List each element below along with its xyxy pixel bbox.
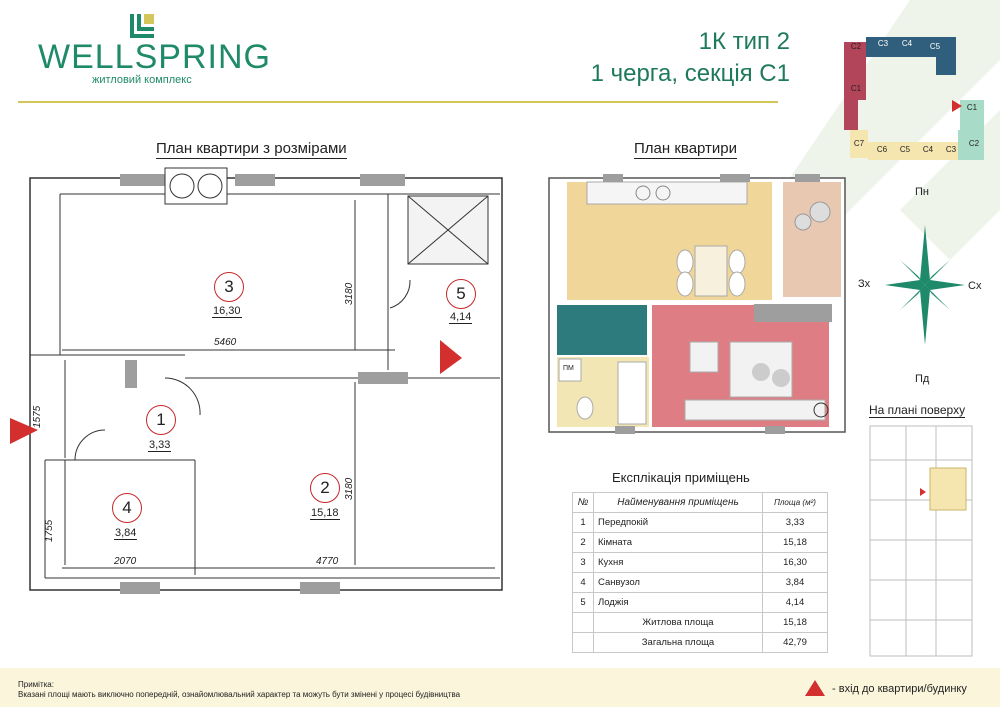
note-text: Вказані площі мають виключно попередній, ознайомлювальний характер та можуть бути змінені у процесі будівництва xyxy=(18,690,461,699)
row-num: 5 xyxy=(573,593,594,613)
row-num: 4 xyxy=(573,573,594,593)
total-area: 42,79 xyxy=(763,633,828,653)
apartment-location: 1 черга, секція С1 xyxy=(590,60,790,87)
dimension-label: 3180 xyxy=(344,282,355,305)
section-label: С6 xyxy=(876,145,888,154)
section-label: С2 xyxy=(968,139,980,148)
logo-mark xyxy=(130,14,158,40)
table-row xyxy=(573,553,828,573)
brand-name: WELLSPRING xyxy=(38,38,271,76)
dimension-floor-plan xyxy=(0,160,540,600)
section-label: С1 xyxy=(966,103,978,112)
entrance-legend-icon xyxy=(804,678,826,698)
col-area: Площа (м²) xyxy=(763,493,828,513)
row-area: 15,18 xyxy=(763,533,828,553)
room-number: 3 xyxy=(214,272,244,302)
col-name: Найменування приміщень xyxy=(594,493,763,513)
dimension-label: 1755 xyxy=(44,519,55,542)
table-row-living xyxy=(573,613,828,633)
table-row xyxy=(573,593,828,613)
compass-west: Зх xyxy=(858,278,871,290)
room-number: 1 xyxy=(146,405,176,435)
table-header xyxy=(573,493,828,513)
compass-south: Пд xyxy=(915,373,930,385)
row-num: 2 xyxy=(573,533,594,553)
row-area: 4,14 xyxy=(763,593,828,613)
dimension-label: 4770 xyxy=(316,556,339,567)
row-name: Санвузол xyxy=(594,573,763,593)
compass-east: Сх xyxy=(968,280,982,292)
living-area: 15,18 xyxy=(763,613,828,633)
room-area: 3,84 xyxy=(115,527,137,539)
dimension-label: 5460 xyxy=(214,337,237,348)
section-label: С7 xyxy=(853,139,865,148)
section-label: С1 xyxy=(850,84,862,93)
plan-heading: План квартири xyxy=(634,140,738,157)
room-number: 4 xyxy=(112,493,142,523)
apartment-type: 1К тип 2 xyxy=(698,28,790,55)
dimension-label: 3180 xyxy=(344,477,355,500)
total-label: Загальна площа xyxy=(594,633,763,653)
floor-plan-thumbnail xyxy=(866,420,976,660)
row-num: 3 xyxy=(573,553,594,573)
section-label: С3 xyxy=(945,145,957,154)
compass-north: Пн xyxy=(915,186,929,198)
row-name: Кімната xyxy=(594,533,763,553)
dimension-label: 1575 xyxy=(32,405,43,428)
section-label: С5 xyxy=(929,42,941,51)
dim-plan-heading: План квартири з розмірами xyxy=(156,140,347,157)
dimension-label: 2070 xyxy=(114,556,137,567)
row-name: Передпокій xyxy=(594,513,763,533)
living-label: Житлова площа xyxy=(594,613,763,633)
brand-subtitle: житловий комплекс xyxy=(92,74,192,86)
note-title: Примітка: xyxy=(18,680,54,689)
section-label: С4 xyxy=(901,39,913,48)
explication-table xyxy=(572,492,828,653)
table-row xyxy=(573,533,828,553)
floor-plan-heading: На плані поверху xyxy=(869,403,966,417)
explication-heading: Експлікація приміщень xyxy=(612,470,750,485)
row-area: 3,84 xyxy=(763,573,828,593)
row-name: Лоджія xyxy=(594,593,763,613)
room-area: 4,14 xyxy=(450,311,472,323)
col-num: № xyxy=(573,493,594,513)
row-area: 3,33 xyxy=(763,513,828,533)
room-area: 16,30 xyxy=(213,305,241,317)
section-label: С5 xyxy=(899,145,911,154)
row-area: 16,30 xyxy=(763,553,828,573)
section-label: С2 xyxy=(850,42,862,51)
table-row xyxy=(573,573,828,593)
color-floor-plan xyxy=(545,172,850,434)
table-row-total xyxy=(573,633,828,653)
room-area: 3,33 xyxy=(149,439,171,451)
room-number: 2 xyxy=(310,473,340,503)
room-number: 5 xyxy=(446,279,476,309)
section-label: С4 xyxy=(922,145,934,154)
row-num: 1 xyxy=(573,513,594,533)
room-area: 15,18 xyxy=(311,507,339,519)
table-row xyxy=(573,513,828,533)
closet-label: ПМ xyxy=(563,365,574,372)
section-label: С3 xyxy=(877,39,889,48)
row-name: Кухня xyxy=(594,553,763,573)
compass-rose xyxy=(880,200,970,370)
header-divider xyxy=(18,101,778,103)
legend-text: - вхід до квартири/будинку xyxy=(832,683,967,695)
